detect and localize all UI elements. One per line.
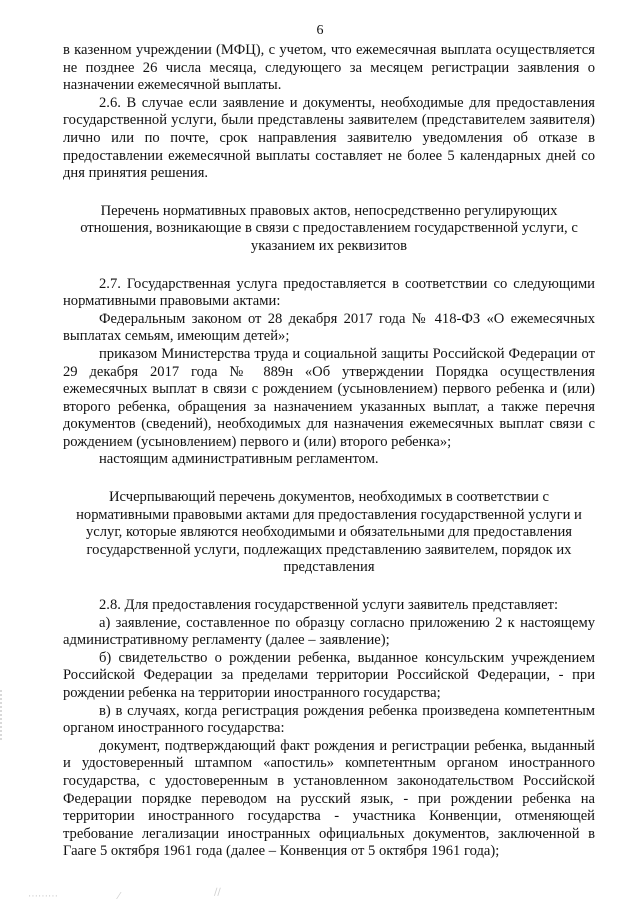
list-item-a: а) заявление, составленное по образцу согласно приложению 2 к настоящему административному регламенту (далее – заявление); bbox=[63, 614, 595, 649]
spacer bbox=[63, 577, 595, 597]
scan-noise-mark: ⁄ bbox=[118, 891, 120, 902]
paragraph-2-8: 2.8. Для предоставления государственной услуги заявитель представляет: bbox=[99, 597, 559, 614]
section-heading-documents-list: Исчерпывающий перечень документов, необходимых в соответствии с нормативными правовыми актами для предоставления государственной услуги и услуг, которые являются необходимыми и обязательными для предоставления государственной услуги, подлежащих представлению заявителем, порядок их представления bbox=[76, 489, 582, 576]
spacer bbox=[63, 256, 595, 276]
paragraph-continuation: в казенном учреждении (МФЦ), с учетом, что ежемесячная выплата осуществляется не позднее 26 числа месяца, следующего за месяцем регистрации заявления о назначении ежемесячной выплаты. bbox=[63, 42, 595, 94]
scan-edge-mark bbox=[0, 690, 8, 740]
list-item-b: б) свидетельство о рождении ребенка, выданное консульским учреждением Российской Федерации за пределами территории Российской Федерации, - при рождении ребенка на территории иностранного государства; bbox=[63, 649, 595, 701]
list-item-v: в) в случаях, когда регистрация рождения ребенка произведена компетентным органом иностранного государства: bbox=[63, 702, 595, 737]
paragraph-birth-document: документ, подтверждающий факт рождения и регистрации ребенка, выданный и удостоверенный штампом «апостиль» компетентным органом иностранного государства, с удостоверенным в установленном законодательством Российской Федерации порядке переводом на русский язык, - при рождении ребенка на территории иностранного государства - участника Конвенции, отменяющей требование легализации иностранных официальных документов, заключенной в Гааге 5 октября 1961 года (далее – Конвенция от 5 октября 1961 года); bbox=[63, 737, 595, 860]
paragraph-2-7: 2.7. Государственная услуга предоставляется в соответствии со следующими нормативными правовыми актами: bbox=[63, 275, 595, 310]
document-body bbox=[63, 42, 595, 861]
paragraph-2-6: 2.6. В случае если заявление и документы, необходимые для предоставления государственной услуги, были представлены заявителем (представителем заявителя) лично или по почте, срок направления заявителю уведомления об отказе в предоставлении ежемесячной выплаты составляет не более 5 календарных дней со дня принятия решения. bbox=[63, 94, 595, 182]
spacer bbox=[63, 183, 595, 203]
spacer bbox=[63, 469, 595, 489]
scan-noise-mark: ∕∕ bbox=[214, 887, 221, 898]
paragraph-regulation: настоящим административным регламентом. bbox=[99, 451, 379, 468]
paragraph-federal-law: Федеральным законом от 28 декабря 2017 года № 418-ФЗ «О ежемесячных выплатах семьям, имеющим детей»; bbox=[63, 310, 595, 345]
paragraph-ministry-order: приказом Министерства труда и социальной защиты Российской Федерации от 29 декабря 2017 года № 889н «Об утверждении Порядка осуществления ежемесячных выплат в связи с рождением (усыновлением) первого ребенка и (или) второго ребенка, обращения за назначением указанных выплат, а также перечня документов (сведений), необходимых для назначения ежемесячных выплат связи с рождением (усыновлением) первого и (или) второго ребенка»; bbox=[63, 345, 595, 450]
scan-noise-mark: ⋯⋯⋯ bbox=[28, 891, 58, 902]
page-number: 6 bbox=[316, 23, 324, 38]
section-heading-normative-acts: Перечень нормативных правовых актов, непосредственно регулирующих отношения, возникающие в связи с предоставлением государственной услуги, с указанием их реквизитов bbox=[80, 202, 578, 254]
